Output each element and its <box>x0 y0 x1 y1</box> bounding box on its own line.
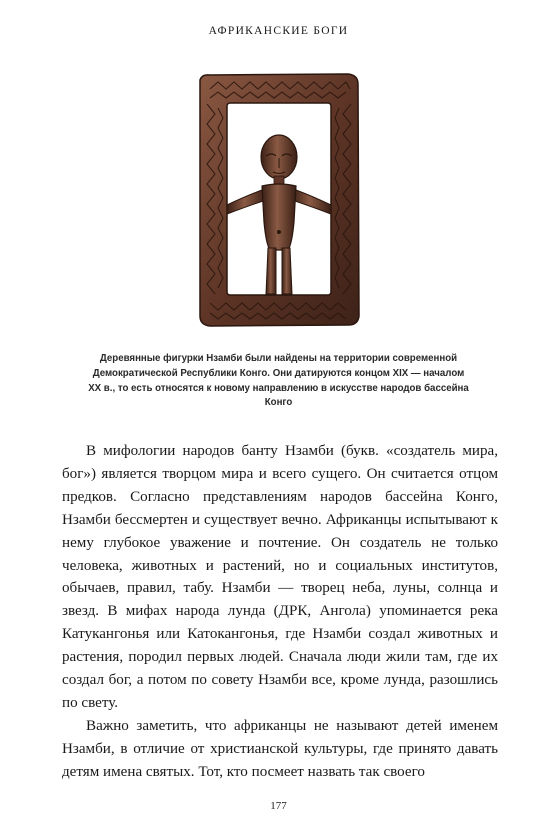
caption-line: Демократической Республики Конго. Они датируются концом XIX — началом <box>92 367 465 379</box>
body-text <box>62 440 498 784</box>
caption-line: XX в., то есть относятся к новому направлению в искусстве народов бассейна <box>88 382 469 394</box>
running-header: АФРИКАНСКИЕ БОГИ <box>208 25 349 37</box>
nzambi-figure-image <box>196 72 362 328</box>
paragraph: Важно заметить, что африканцы не называют детей именем Нзамби, в отличие от христианской культуры, где принято давать детям имена святых. Тот, кто посмеет назвать так своего <box>62 717 498 780</box>
caption-line: Деревянные фигурки Нзамби были найдены на территории современной <box>99 353 458 364</box>
page-number: 177 <box>270 800 287 812</box>
caption-line: Конго <box>264 397 293 409</box>
paragraph: В мифологии народов банту Нзамби (букв. «создатель мира, бог») является творцом мира и всего сущего. Он считается отцом предков. Согласно представлениям народов бассейна Конго, Нзамби бессмертен и существует вечно. Африканцы испытывают к нему глубокое уважение и почтение. Он создатель не только человека, животных и растений, но и социальных институтов, обычаев, правил, табу. Нзамби — творец неба, луны, солнца и звезд. В мифах народа лунда (ДРК, Ангола) упоминается река Катукангонья или Катокангонья, где Нзамби создал животных и растения, породил первых людей. Сначала люди жили там, где их создал бог, а потом по совету Нзамби все, кроме лунда, разошлись по свету. <box>62 443 498 711</box>
figure-caption <box>60 352 497 411</box>
